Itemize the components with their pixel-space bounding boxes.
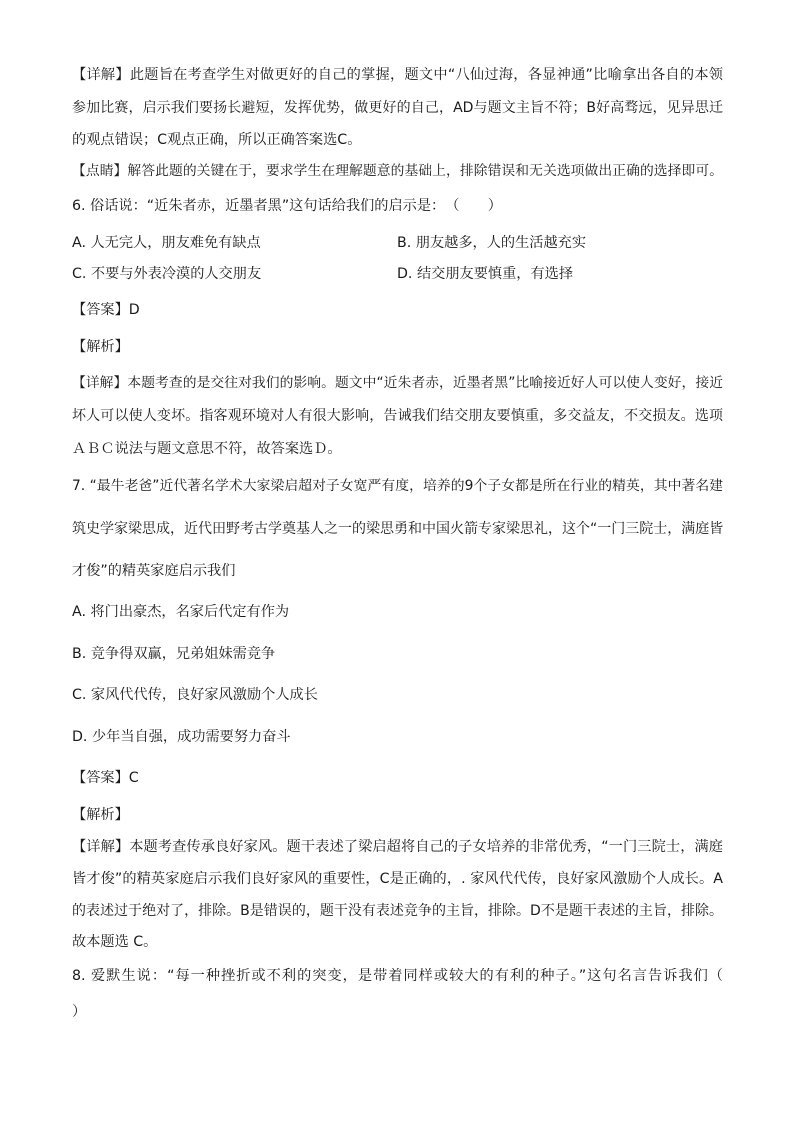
q7-option-b: B. 竞争得双赢，兄弟姐妹需竞争	[72, 646, 276, 662]
q7-detail-line-1: 【详解】本题考查传承良好家风。题干表述了梁启超将自己的子女培养的非常优秀，“一门三院士，满庭	[72, 839, 723, 855]
q6-option-d: D. 结交朋友要慎重，有选择	[397, 266, 574, 282]
q5-detail-line-3: 的观点错误；C观点正确，所以正确答案选C。	[72, 132, 362, 148]
q6-option-c: C. 不要与外表冷漠的人交朋友	[72, 266, 262, 282]
q8-stem-line-1: 8. 爱默生说：“每一种挫折或不利的突变，是带着同样或较大的有利的种子。”这句名言告诉我们（	[72, 968, 723, 984]
q5-detail-line-1: 【详解】此题旨在考查学生对做更好的自己的掌握，题文中“八仙过海，各显神通”比喻拿出各自的本领	[72, 67, 723, 83]
q6-detail-line-3: ＡＢＣ说法与题文意思不符，故答案选Ｄ。	[72, 441, 342, 457]
q5-tip: 【点睛】解答此题的关键在于，要求学生在理解题意的基础上，排除错误和无关选项做出正确的选择即可。	[72, 163, 723, 179]
q7-analysis-label: 【解析】	[72, 807, 129, 823]
q5-detail-line-2: 参加比赛，启示我们要扬长避短，发挥优势，做更好的自己，AD与题文主旨不符；B好高骛远，见异思迁	[72, 100, 723, 116]
q7-detail-line-2: 皆才俊”的精英家庭启示我们良好家风的重要性，C是正确的，. 家风代代传，良好家风激励个人成长。A	[72, 871, 723, 887]
q6-option-b: B. 朋友越多，人的生活越充实	[397, 235, 587, 251]
q6-answer: 【答案】D	[72, 302, 140, 318]
q6-option-a: A. 人无完人，朋友难免有缺点	[72, 235, 261, 251]
q7-option-c: C. 家风代代传，良好家风激励个人成长	[72, 687, 318, 703]
q6-detail-line-1: 【详解】本题考查的是交往对我们的影响。题文中“近朱者赤，近墨者黑”比喻接近好人可以使人变好，接近	[72, 375, 723, 391]
q8-stem-line-2: ）	[72, 1004, 87, 1020]
q7-detail-line-4: 故本题选 C。	[72, 934, 158, 950]
q7-stem-line-2: 筑史学家梁思成，近代田野考古学奠基人之一的梁思勇和中国火箭专家梁思礼，这个“一门三院士，满庭皆	[72, 521, 724, 537]
q6-analysis-label: 【解析】	[72, 339, 129, 355]
q7-option-d: D. 少年当自强，成功需要努力奋斗	[72, 729, 291, 745]
q7-stem-line-1: 7. “最牛老爸”近代著名学术大家梁启超对子女宽严有度，培养的9个子女都是所在行业的精英，其中著名建	[72, 478, 723, 494]
q6-detail-line-2: 坏人可以使人变坏。指客观环境对人有很大影响，告诫我们结交朋友要慎重，多交益友，不交损友。选项	[72, 408, 723, 424]
q7-stem-line-3: 才俊”的精英家庭启示我们	[72, 563, 236, 579]
q7-option-a: A. 将门出豪杰，名家后代定有作为	[72, 604, 290, 620]
q7-answer: 【答案】C	[72, 770, 139, 786]
q6-stem: 6. 俗话说：“近朱者赤，近墨者黑”这句话给我们的启示是： （ ）	[72, 198, 502, 214]
q7-detail-line-3: 的表述过于绝对了，排除。B是错误的，题干没有表述竞争的主旨，排除。D不是题干表述的主旨，排除。	[72, 903, 723, 919]
